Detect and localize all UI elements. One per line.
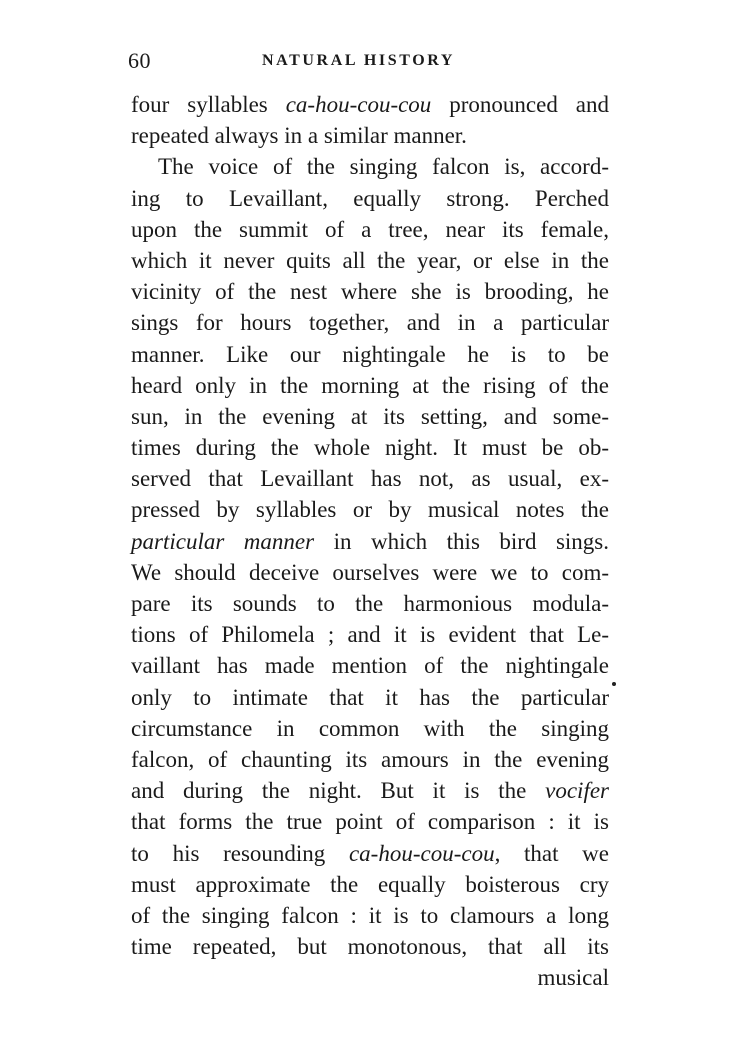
text-line: The voice of the singing falcon is, accord- (158, 154, 609, 180)
text-line: that forms the true point of comparison : it is (131, 809, 609, 835)
text-line: vicinity of the nest where she is brooding, he (131, 279, 609, 305)
text-line: pressed by syllables or by musical notes the (131, 497, 609, 523)
page-header (128, 48, 612, 78)
text-line: time repeated, but monotonous, that all its (131, 934, 609, 960)
text-line: falcon, of chaunting its amours in the evening (131, 746, 609, 772)
text-line: circumstance in common with the singing (131, 715, 609, 741)
text-line: heard only in the morning at the rising of the (131, 372, 609, 398)
text-line: and during the night. But it is the vocifer (131, 778, 609, 804)
text-line: ing to Levaillant, equally strong. Perched (131, 185, 609, 211)
catchword: musical (537, 965, 609, 991)
text-line: tions of Philomela ; and it is evident that Le- (131, 622, 609, 648)
body-text (131, 89, 609, 993)
text-line: pare its sounds to the harmonious modula- (131, 591, 609, 616)
page-number: 60 (128, 48, 151, 73)
text-line: sun, in the evening at its setting, and some- (131, 403, 609, 429)
text-line: vaillant has made mention of the nightingale (131, 653, 609, 679)
text-line: must approximate the equally boisterous cry (131, 871, 609, 897)
ink-speck (612, 682, 616, 686)
text-line: of the singing falcon : it is to clamours a long (131, 902, 609, 928)
text-line: only to intimate that it has the particular (131, 684, 609, 710)
text-line: four syllables ca-hou-cou-cou pronounced and (131, 92, 609, 117)
text-line: manner. Like our nightingale he is to be (131, 341, 609, 367)
text-line: served that Levaillant has not, as usual, ex- (131, 466, 609, 492)
text-line: sings for hours together, and in a particular (131, 310, 609, 336)
text-line: We should deceive ourselves were we to com- (131, 559, 609, 585)
text-line: upon the summit of a tree, near its female, (131, 216, 609, 242)
text-line: to his resounding ca-hou-cou-cou, that we (131, 840, 609, 866)
text-line: which it never quits all the year, or else in the (131, 247, 609, 273)
text-line: times during the whole night. It must be ob- (131, 435, 609, 461)
text-line: repeated always in a similar manner. (131, 123, 467, 149)
text-line: particular manner in which this bird sings. (131, 528, 609, 554)
running-head: NATURAL HISTORY (262, 52, 455, 69)
